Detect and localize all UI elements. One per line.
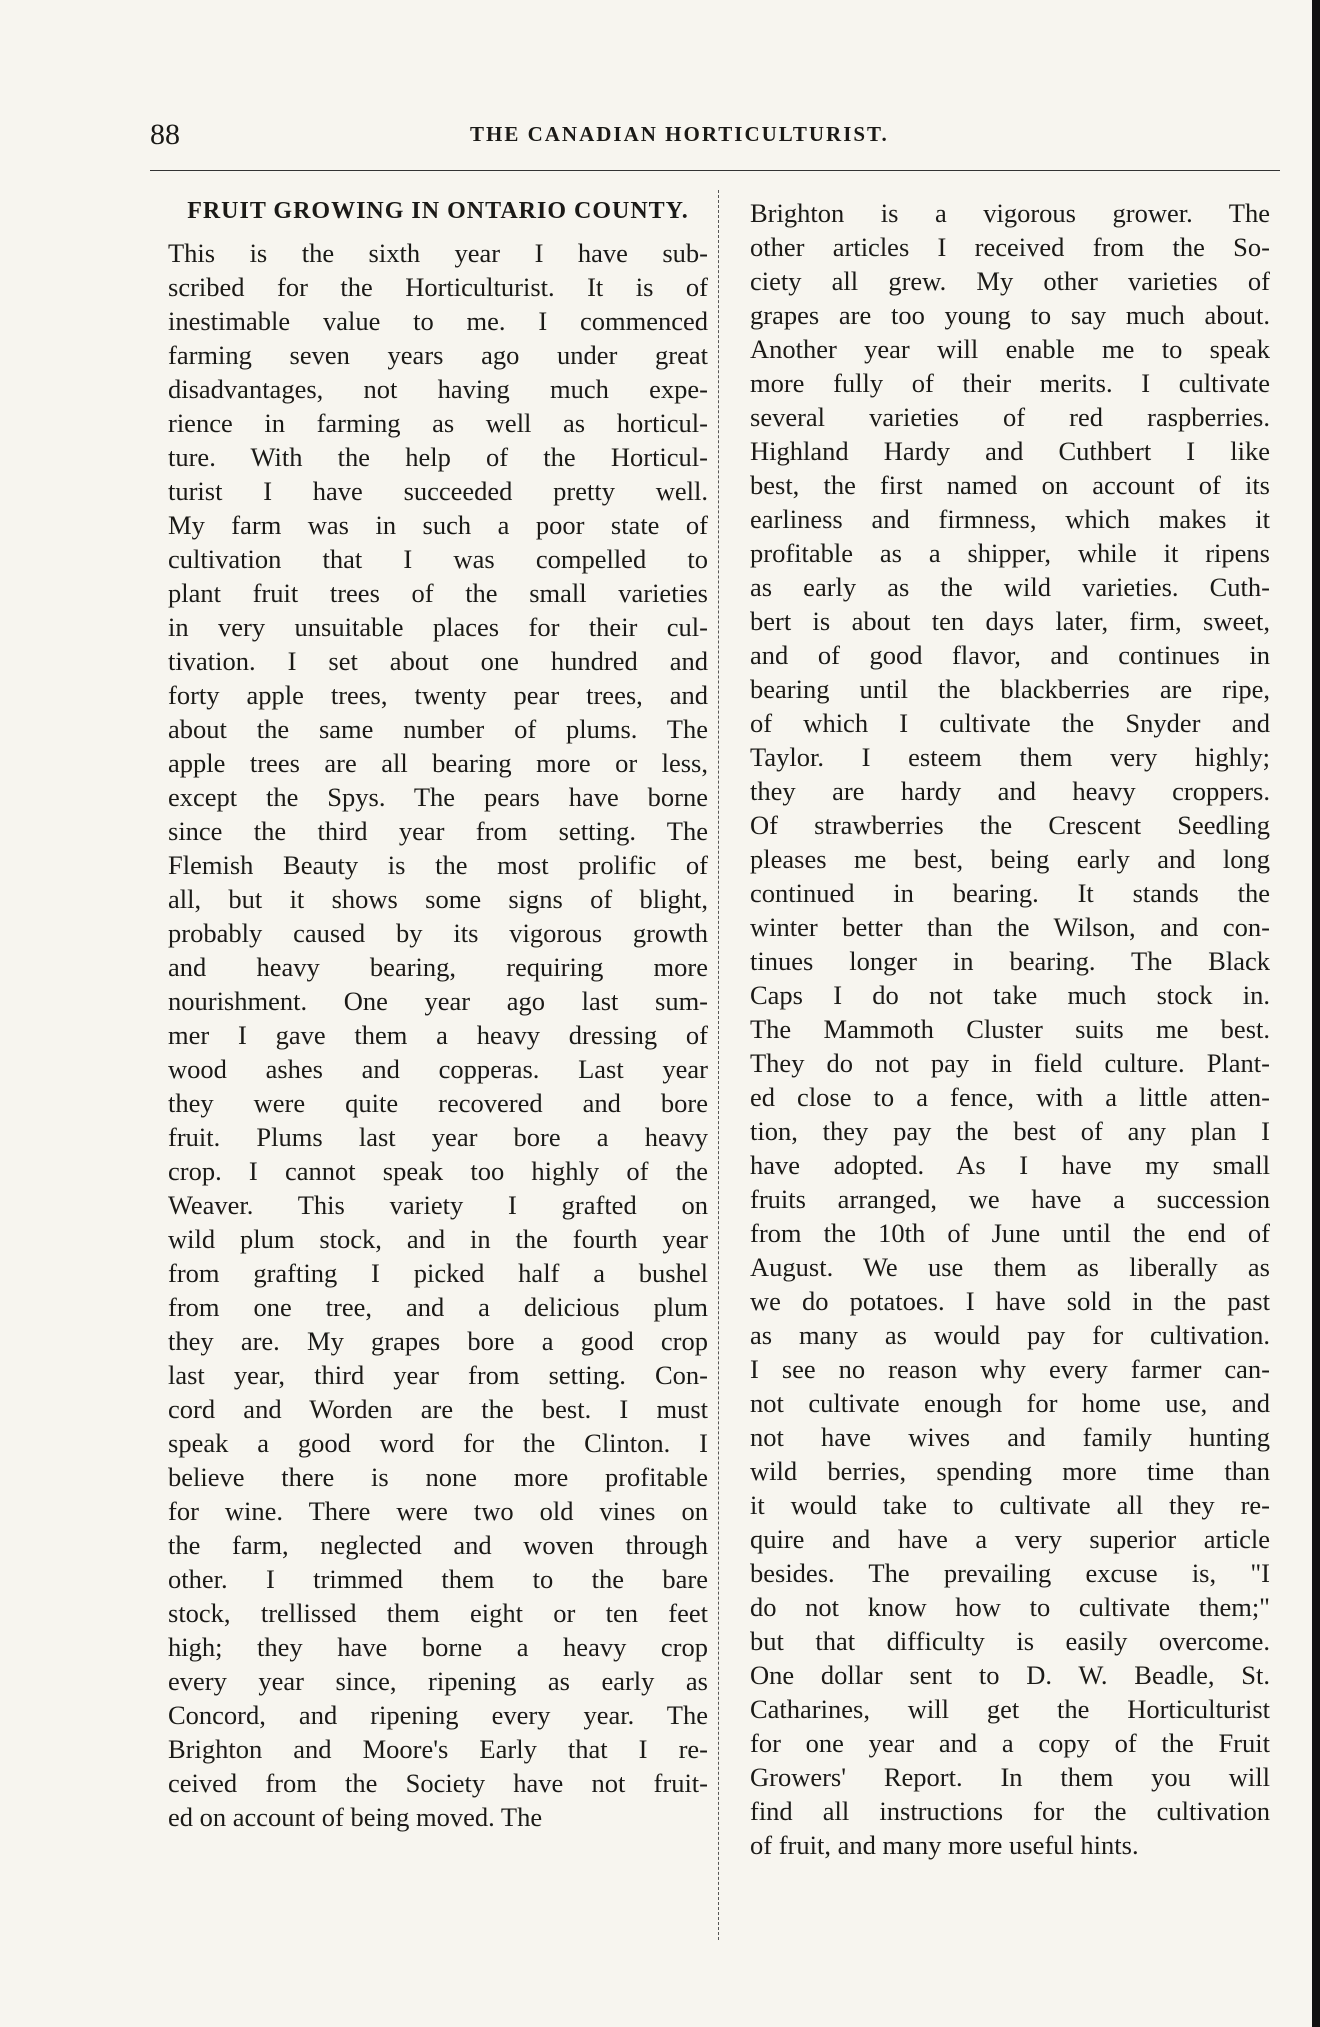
text-line: bearing until the blackberries are ripe, bbox=[750, 674, 1270, 704]
text-line: My farm was in such a poor state of bbox=[168, 510, 708, 540]
text-line: wild berries, spending more time than bbox=[750, 1456, 1270, 1486]
text-line: speak a good word for the Clinton. I bbox=[168, 1428, 708, 1458]
text-line: Concord, and ripening every year. The bbox=[168, 1700, 708, 1730]
header-rule bbox=[150, 170, 1280, 171]
text-line: ciety all grew. My other varieties of bbox=[750, 266, 1270, 296]
text-line: farming seven years ago under great bbox=[168, 340, 708, 370]
text-line: fruit. Plums last year bore a heavy bbox=[168, 1122, 708, 1152]
text-line: as many as would pay for cultivation. bbox=[750, 1320, 1270, 1350]
text-line: August. We use them as liberally as bbox=[750, 1252, 1270, 1282]
text-line: tinues longer in bearing. The Black bbox=[750, 946, 1270, 976]
text-line: ceived from the Society have not fruit- bbox=[168, 1768, 708, 1798]
text-line: rience in farming as well as horticul- bbox=[168, 408, 708, 438]
text-line: inestimable value to me. I commenced bbox=[168, 306, 708, 336]
page-edge-shadow bbox=[1312, 0, 1320, 2027]
text-line: tivation. I set about one hundred and bbox=[168, 646, 708, 676]
text-line: several varieties of red raspberries. bbox=[750, 402, 1270, 432]
text-line: do not know how to cultivate them;" bbox=[750, 1592, 1270, 1622]
text-line: Highland Hardy and Cuthbert I like bbox=[750, 436, 1270, 466]
text-line: about the same number of plums. The bbox=[168, 714, 708, 744]
text-line: the farm, neglected and woven through bbox=[168, 1530, 708, 1560]
text-line: other. I trimmed them to the bare bbox=[168, 1564, 708, 1594]
text-line: besides. The prevailing excuse is, "I bbox=[750, 1558, 1270, 1588]
text-line: from the 10th of June until the end of bbox=[750, 1218, 1270, 1248]
running-title: THE CANADIAN HORTICULTURIST. bbox=[470, 122, 889, 146]
text-line: from grafting I picked half a bushel bbox=[168, 1258, 708, 1288]
text-line: This is the sixth year I have sub- bbox=[168, 238, 708, 268]
text-line: best, the first named on account of its bbox=[750, 470, 1270, 500]
text-line: every year since, ripening as early as bbox=[168, 1666, 708, 1696]
text-line: since the third year from setting. The bbox=[168, 816, 708, 846]
right-column-text bbox=[750, 196, 1270, 1862]
text-line: wood ashes and copperas. Last year bbox=[168, 1054, 708, 1084]
text-line: plant fruit trees of the small varieties bbox=[168, 578, 708, 608]
text-line: turist I have succeeded pretty well. bbox=[168, 476, 708, 506]
text-line: pleases me best, being early and long bbox=[750, 844, 1270, 874]
text-line: disadvantages, not having much expe- bbox=[168, 374, 708, 404]
text-line: Weaver. This variety I grafted on bbox=[168, 1190, 708, 1220]
left-column bbox=[168, 196, 708, 1834]
text-line: it would take to cultivate all they re- bbox=[750, 1490, 1270, 1520]
text-line: of fruit, and many more useful hints. bbox=[750, 1830, 1139, 1860]
text-line: and heavy bearing, requiring more bbox=[168, 952, 708, 982]
text-line: cord and Worden are the best. I must bbox=[168, 1394, 708, 1424]
text-line: more fully of their merits. I cultivate bbox=[750, 368, 1270, 398]
text-line: forty apple trees, twenty pear trees, and bbox=[168, 680, 708, 710]
text-line: not cultivate enough for home use, and bbox=[750, 1388, 1270, 1418]
text-line: ed on account of being moved. The bbox=[168, 1802, 543, 1832]
text-line: Caps I do not take much stock in. bbox=[750, 980, 1270, 1010]
text-line: wild plum stock, and in the fourth year bbox=[168, 1224, 708, 1254]
text-line: in very unsuitable places for their cul- bbox=[168, 612, 708, 642]
text-line: Flemish Beauty is the most prolific of bbox=[168, 850, 708, 880]
text-line: find all instructions for the cultivation bbox=[750, 1796, 1270, 1826]
text-line: Brighton and Moore's Early that I re- bbox=[168, 1734, 708, 1764]
article-title: FRUIT GROWING IN ONTARIO COUNTY. bbox=[187, 198, 689, 224]
text-line: mer I gave them a heavy dressing of bbox=[168, 1020, 708, 1050]
text-line: tion, they pay the best of any plan I bbox=[750, 1116, 1270, 1146]
text-line: They do not pay in field culture. Plant- bbox=[750, 1048, 1270, 1078]
text-line: for one year and a copy of the Fruit bbox=[750, 1728, 1270, 1758]
text-line: Another year will enable me to speak bbox=[750, 334, 1270, 364]
text-line: from one tree, and a delicious plum bbox=[168, 1292, 708, 1322]
text-line: as early as the wild varieties. Cuth- bbox=[750, 572, 1270, 602]
text-line: probably caused by its vigorous growth bbox=[168, 918, 708, 948]
text-line: ture. With the help of the Horticul- bbox=[168, 442, 708, 472]
left-column-text bbox=[168, 236, 708, 1834]
text-line: bert is about ten days later, firm, sweet, bbox=[750, 606, 1270, 636]
text-line: last year, third year from setting. Con- bbox=[168, 1360, 708, 1390]
right-column bbox=[750, 196, 1270, 1862]
text-line: Catharines, will get the Horticulturist bbox=[750, 1694, 1270, 1724]
text-line: apple trees are all bearing more or less, bbox=[168, 748, 708, 778]
text-line: scribed for the Horticulturist. It is of bbox=[168, 272, 708, 302]
text-line: other articles I received from the So- bbox=[750, 232, 1270, 262]
text-line: believe there is none more profitable bbox=[168, 1462, 708, 1492]
text-line: for wine. There were two old vines on bbox=[168, 1496, 708, 1526]
text-line: nourishment. One year ago last sum- bbox=[168, 986, 708, 1016]
text-line: stock, trellissed them eight or ten feet bbox=[168, 1598, 708, 1628]
text-line: but that difficulty is easily overcome. bbox=[750, 1626, 1270, 1656]
text-line: winter better than the Wilson, and con- bbox=[750, 912, 1270, 942]
text-line: Growers' Report. In them you will bbox=[750, 1762, 1270, 1792]
text-line: profitable as a shipper, while it ripens bbox=[750, 538, 1270, 568]
column-divider bbox=[718, 190, 719, 1940]
text-line: I see no reason why every farmer can- bbox=[750, 1354, 1270, 1384]
text-line: quire and have a very superior article bbox=[750, 1524, 1270, 1554]
text-line: crop. I cannot speak too highly of the bbox=[168, 1156, 708, 1186]
text-line: cultivation that I was compelled to bbox=[168, 544, 708, 574]
text-line: fruits arranged, we have a succession bbox=[750, 1184, 1270, 1214]
text-line: they are. My grapes bore a good crop bbox=[168, 1326, 708, 1356]
page-number: 88 bbox=[150, 118, 180, 151]
text-line: of which I cultivate the Snyder and bbox=[750, 708, 1270, 738]
text-line: Brighton is a vigorous grower. The bbox=[750, 198, 1270, 228]
text-line: high; they have borne a heavy crop bbox=[168, 1632, 708, 1662]
text-line: have adopted. As I have my small bbox=[750, 1150, 1270, 1180]
text-line: continued in bearing. It stands the bbox=[750, 878, 1270, 908]
text-line: except the Spys. The pears have borne bbox=[168, 782, 708, 812]
text-line: and of good flavor, and continues in bbox=[750, 640, 1270, 670]
text-line: grapes are too young to say much about. bbox=[750, 300, 1270, 330]
page-header bbox=[150, 118, 1250, 158]
text-line: Of strawberries the Crescent Seedling bbox=[750, 810, 1270, 840]
text-line: earliness and firmness, which makes it bbox=[750, 504, 1270, 534]
text-line: we do potatoes. I have sold in the past bbox=[750, 1286, 1270, 1316]
text-line: Taylor. I esteem them very highly; bbox=[750, 742, 1270, 772]
text-line: not have wives and family hunting bbox=[750, 1422, 1270, 1452]
text-line: they are hardy and heavy croppers. bbox=[750, 776, 1270, 806]
text-line: ed close to a fence, with a little atten- bbox=[750, 1082, 1270, 1112]
text-line: they were quite recovered and bore bbox=[168, 1088, 708, 1118]
text-line: One dollar sent to D. W. Beadle, St. bbox=[750, 1660, 1270, 1690]
text-line: The Mammoth Cluster suits me best. bbox=[750, 1014, 1270, 1044]
text-line: all, but it shows some signs of blight, bbox=[168, 884, 708, 914]
